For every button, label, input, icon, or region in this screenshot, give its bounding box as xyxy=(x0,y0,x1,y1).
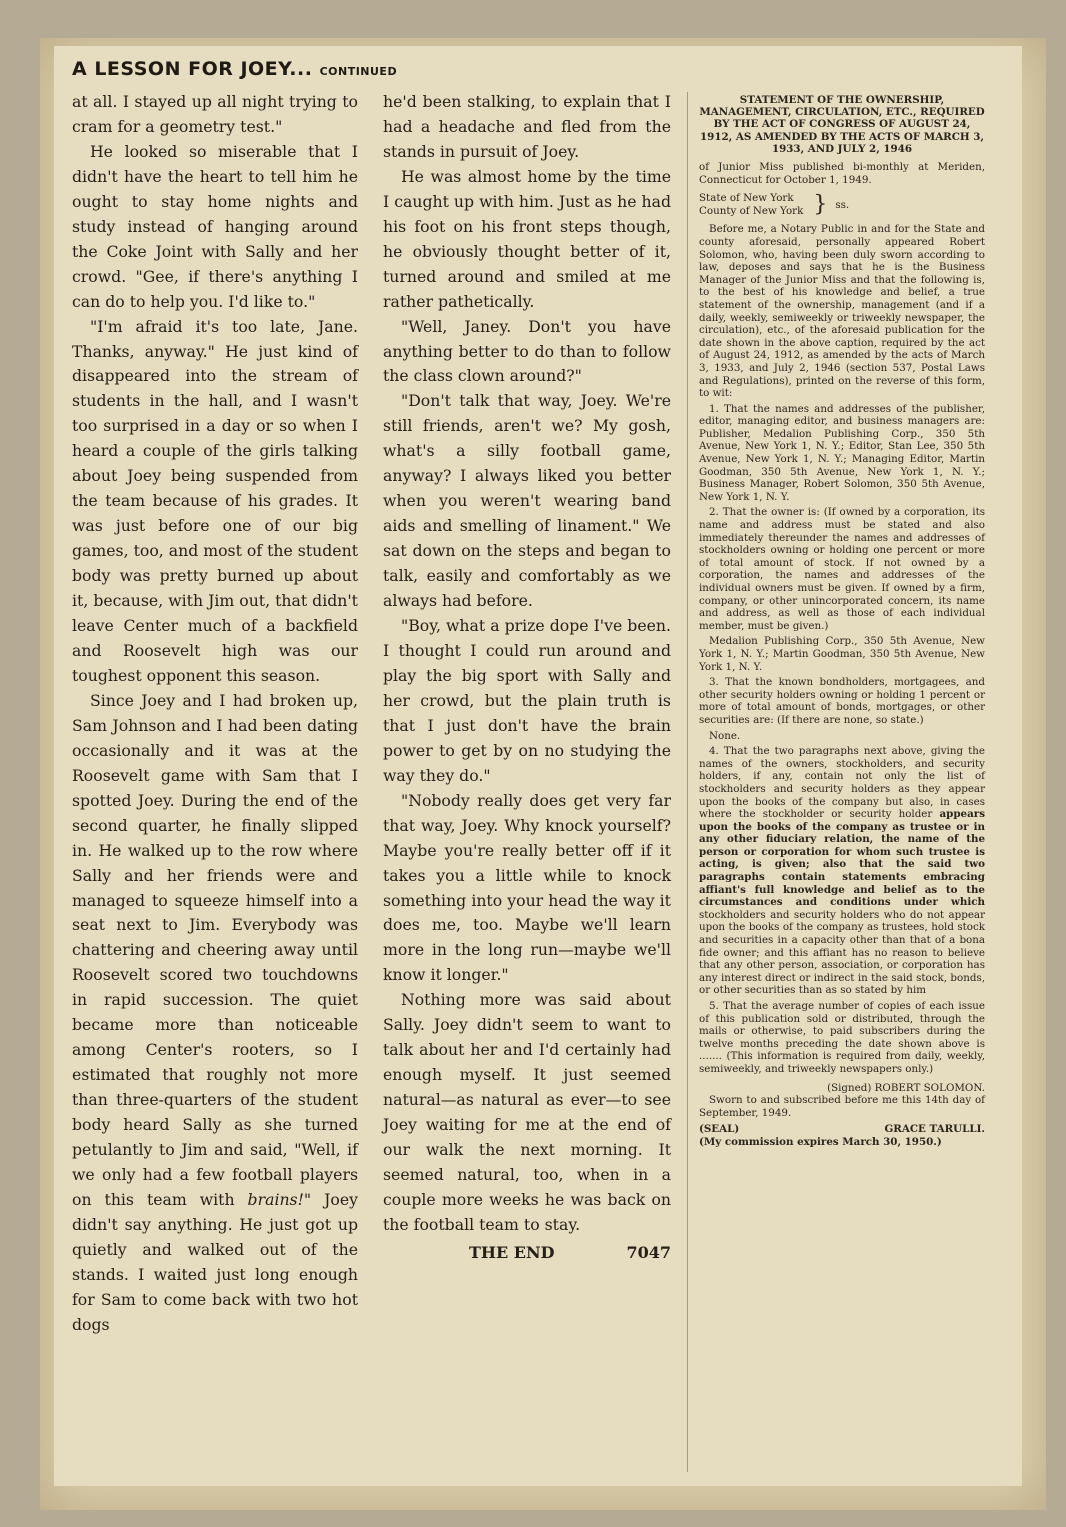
statement-bold-text: appears upon the books of the company as trustee or in any other fiduciary relation, the name of the person or corporation for whom such trustee is acting, is given; also that the said two paragraphs contain statements embracing affiant's full knowledge and belief as to the circumstances and conditions under which xyxy=(699,808,985,909)
story-paragraph: he'd been stalking, to explain that I had a headache and fled from the stands in pursuit of Joey. xyxy=(383,92,671,161)
story-paragraph: "I'm afraid it's too late, Jane. Thanks, anyway." He just kind of disappeared into the stream of students in the hall, and I wasn't too surprised in a day or so when I heard a couple of the girls talking about Joey being suspended from the team because of his grades. It was just before one of our big games, too, and most of the student body was pretty burned up about it, because, with Jim out, that didn't leave Center much of a backfield and Roosevelt high was our toughest opponent this season. xyxy=(72,316,358,685)
story-paragraph xyxy=(72,689,358,1338)
ownership-statement xyxy=(699,94,985,1149)
statement-paragraph: 5. That the average number of copies of each issue of this publication sold or distributed, through the mails or otherwise, to paid subscribers during the twelve months preceding the date shown above is ....... (This information is required from daily, weekly, semiweekly, and triweekly newspapers only.) xyxy=(699,1000,985,1075)
seal-line xyxy=(699,1123,985,1136)
story-code: 7047 xyxy=(626,1242,671,1262)
text-panel xyxy=(54,46,1022,1486)
statement-venue xyxy=(699,192,985,217)
statement-paragraph: Before me, a Notary Public in and for the State and county aforesaid, personally appeared Robert Solomon, who, having been duly sworn according to law, deposes and says that he is the Business Manager of the Junior Miss and that the following is, to the best of his knowledge and belief, a true statement of the ownership, management (and if a daily, weekly, semiweekly or triweekly newspaper, the circulation), etc., of the aforesaid publication for the date shown in the above caption, required by the act of August 24, 1912, as amended by the acts of March 3, 1933, and July 2, 1946 (section 537, Postal Laws and Regulations), printed on the reverse of this form, to wit: xyxy=(699,223,985,400)
story-column-2 xyxy=(383,90,671,1266)
story-paragraph: "Well, Janey. Don't you have anything better to do than to follow the class clown around?" xyxy=(383,316,671,386)
statement-text: stockholders and security holders who do not appear upon the books of the company as trustees, hold stock and securities in a capacity other than that of a bona fide owner; and this affiant has no reason to believe that any other person, association, or corporation has any interest direct or indirect in the said stock, bonds, or other securities than as so stated by him xyxy=(699,908,985,997)
notary-name: GRACE TARULLI. xyxy=(884,1123,985,1136)
sworn-line: Sworn to and subscribed before me this 14th day of September, 1949. xyxy=(699,1094,985,1119)
seal-label: (SEAL) xyxy=(699,1123,740,1136)
statement-paragraph xyxy=(699,745,985,997)
venue-ss: ss. xyxy=(835,198,850,211)
commission-line: (My commission expires March 30, 1950.) xyxy=(699,1135,942,1148)
magazine-page xyxy=(40,38,1046,1510)
story-paragraph: "Don't talk that way, Joey. We're still friends, aren't we? My gosh, what's a silly football game, anyway? I always liked you better when you weren't wearing band aids and smelling of linament." We sat down on the steps and began to talk, easily and comfortably as we always had before. xyxy=(383,391,671,611)
statement-paragraph: Medalion Publishing Corp., 350 5th Avenue, New York 1, N. Y.; Martin Goodman, 350 5th Avenue, New York 1, N. Y. xyxy=(699,635,985,673)
statement-paragraph: None. xyxy=(709,729,741,742)
story-heading xyxy=(72,58,397,80)
story-text: " Joey didn't say anything. He just got up quietly and walked out of the stands. I waited just long enough for Sam to come back with two hot dogs xyxy=(72,1189,358,1334)
statement-paragraph: 1. That the names and addresses of the publisher, editor, managing editor, and business managers are: Publisher, Medalion Publishing Corp., 350 5th Avenue, New York 1, N. Y.; Editor, Stan Lee, 350 5th Avenue, New York 1, N. Y.; Managing Editor, Martin Goodman, 350 5th Avenue, New York 1, N. Y.; Business Manager, Robert Solomon, 350 5th Avenue, New York 1, N. Y. xyxy=(699,402,985,503)
story-paragraph: Nothing more was said about Sally. Joey didn't seem to want to talk about her and I'd certainly had enough myself. It just seemed natural—as natural as ever—to see Joey waiting for me at the end of our walk the next morning. It seemed natural, too, when in a couple more weeks he was back on the football team to stay. xyxy=(383,990,671,1234)
story-emphasis: brains! xyxy=(247,1189,304,1209)
statement-title: STATEMENT OF THE OWNERSHIP, MANAGEMENT, CIRCULATION, ETC., REQUIRED BY THE ACT OF CONGRESS OF AUGUST 24, 1912, AS AMENDED BY THE ACTS OF MARCH 3, 1933, AND JULY 2, 1946 xyxy=(699,94,985,155)
story-paragraph: at all. I stayed up all night trying to cram for a geometry test." xyxy=(72,92,358,136)
venue-brace: } xyxy=(813,191,828,217)
story-paragraph: He was almost home by the time I caught up with him. Just as he had his foot on his front steps though, he obviously thought better of it, turned around and smiled at me rather pathetically. xyxy=(383,166,671,311)
story-end-line xyxy=(383,1241,671,1266)
story-text: Since Joey and I had broken up, Sam Johnson and I had been dating occasionally and it was at the Roosevelt game with Sam that I spotted Joey. During the end of the second quarter, he finally slipped in. He walked up to the row where Sally and her friends were and managed to squeeze himself into a seat next to Jim. Everybody was chattering and cheering away until Roosevelt scored two touchdowns in rapid succession. The quiet became more than noticeable among Center's rooters, so I estimated that roughly not more than three-quarters of the student body heard Sally as she turned petulantly to Jim and said, "Well, if we only had a few football players on this team with xyxy=(72,690,358,1209)
story-title: A LESSON FOR JOEY... xyxy=(72,58,313,80)
signature-line: (Signed) ROBERT SOLOMON. xyxy=(827,1081,985,1094)
venue-state: State of New York xyxy=(699,192,794,205)
venue-county: County of New York xyxy=(699,204,804,217)
statement-paragraph: 2. That the owner is: (If owned by a corporation, its name and address must be stated and also immediately thereunder the names and addresses of stockholders owning or holding one percent or more of total amount of stock. If not owned by a corporation, the names and addresses of the individual owners must be given. If owned by a firm, company, or other unincorporated concern, its name and address, as well as those of each individual member, must be given.) xyxy=(699,506,985,632)
story-paragraph: "Boy, what a prize dope I've been. I thought I could run around and play the big sport with Sally and her crowd, but the plain truth is that I just don't have the brain power to get by on no studying the way they do." xyxy=(383,616,671,785)
statement-intro: of Junior Miss published bi-monthly at Meriden, Connecticut for October 1, 1949. xyxy=(699,161,985,186)
statement-text: 4. That the two paragraphs next above, giving the names of the owners, stockholders, and security holders, if any, contain not only the list of stockholders and security holders as they appear upon the books of the company but also, in cases where the stockholder or security holder xyxy=(699,745,985,821)
statement-paragraph: 3. That the known bondholders, mortgagees, and other security holders owning or holding 1 percent or more of total amount of bonds, mortgages, or other securities are: (If there are none, so state.) xyxy=(699,676,985,726)
continued-label: CONTINUED xyxy=(319,65,398,78)
story-column-1 xyxy=(72,90,358,1338)
story-paragraph: He looked so miserable that I didn't have the heart to tell him he ought to stay home nights and study instead of hanging around the Coke Joint with Sally and her crowd. "Gee, if there's anything I can do to help you. I'd like to." xyxy=(72,141,358,311)
column-divider xyxy=(687,92,688,1472)
story-paragraph: "Nobody really does get very far that way, Joey. Why knock yourself? Maybe you're really better off if it takes you a little while to knock something into your head the way it does me, too. Maybe we'll learn more in the long run—maybe we'll know it longer." xyxy=(383,790,671,985)
the-end-label: THE END xyxy=(469,1242,555,1262)
